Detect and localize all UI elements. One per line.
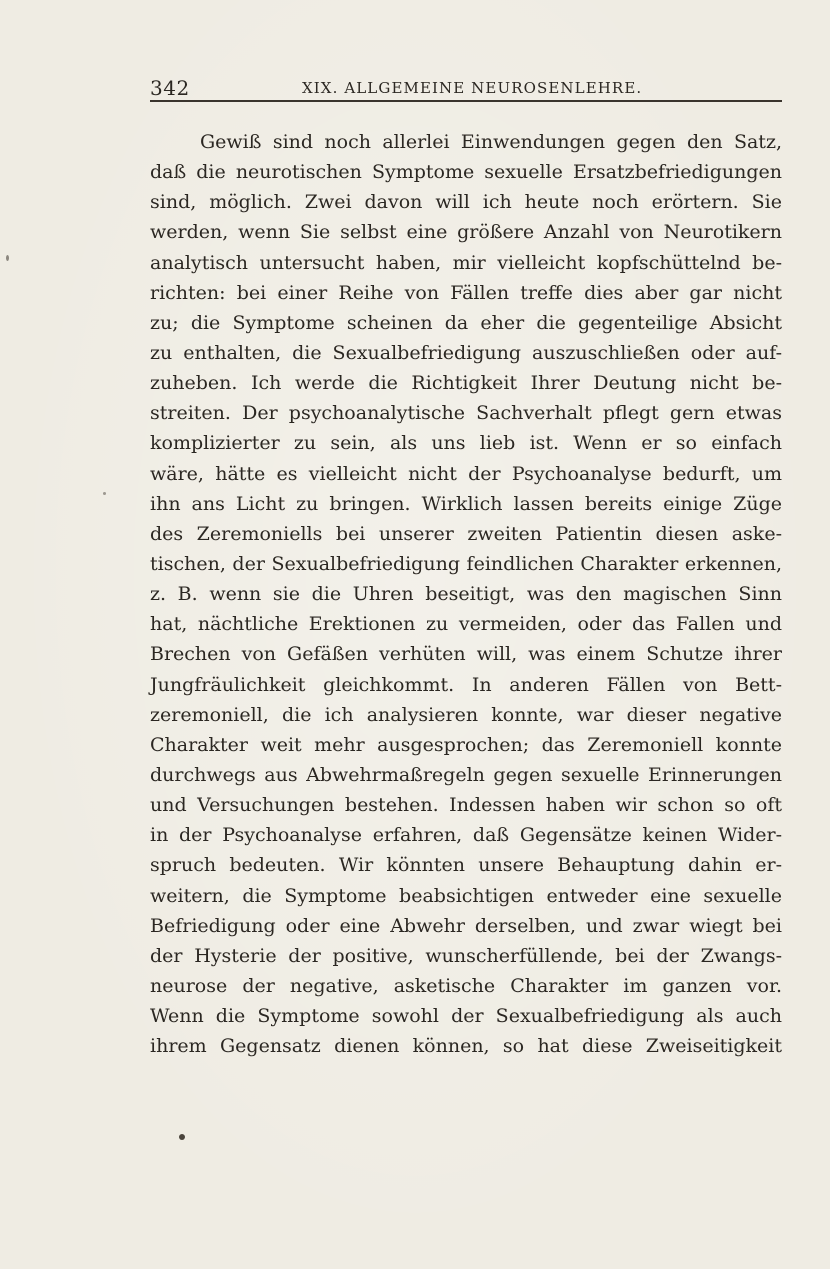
text-line: streiten. Der psychoanalytische Sachverhalt pflegt gern etwas bbox=[150, 402, 782, 425]
text-line: ihn ans Licht zu bringen. Wirklich lassen bereits einige Züge bbox=[150, 492, 782, 515]
ink-speck bbox=[103, 492, 106, 495]
text-line: sind, möglich. Zwei davon will ich heute noch erörtern. Sie bbox=[150, 191, 782, 214]
text-line: komplizierter zu sein, als uns lieb ist. Wenn er so einfach bbox=[150, 432, 782, 455]
text-line: werden, wenn Sie selbst eine größere Anzahl von Neurotikern bbox=[150, 221, 782, 244]
text-line: neurose der negative, asketische Charakter im ganzen vor. bbox=[150, 974, 782, 997]
text-line: Gewiß sind noch allerlei Einwendungen gegen den Satz, bbox=[200, 131, 782, 153]
text-line: Wenn die Symptome sowohl der Sexualbefriedigung als auch bbox=[150, 1005, 782, 1028]
text-line: zuheben. Ich werde die Richtigkeit Ihrer Deutung nicht be- bbox=[150, 372, 782, 395]
text-line: analytisch untersucht haben, mir vielleicht kopfschüttelnd be- bbox=[150, 251, 782, 274]
text-line: zu enthalten, die Sexualbefriedigung auszuschließen oder auf- bbox=[150, 341, 782, 364]
page-number: 342 bbox=[150, 76, 190, 100]
running-head: XIX. ALLGEMEINE NEUROSENLEHRE. bbox=[302, 79, 643, 97]
text-line: weitern, die Symptome beabsichtigen entweder eine sexuelle bbox=[150, 884, 782, 907]
text-line: tischen, der Sexualbefriedigung feindlichen Charakter erkennen, bbox=[150, 552, 782, 575]
body-text bbox=[150, 127, 782, 1061]
text-line: zu; die Symptome scheinen da eher die gegenteilige Absicht bbox=[150, 311, 782, 334]
text-line: z. B. wenn sie die Uhren beseitigt, was den magischen Sinn bbox=[150, 583, 782, 606]
ink-speck bbox=[179, 1134, 185, 1140]
text-line: zeremoniell, die ich analysieren konnte, war dieser negative bbox=[150, 703, 782, 726]
text-line: Charakter weit mehr ausgesprochen; das Zeremoniell konnte bbox=[150, 733, 782, 756]
text-line: durchwegs aus Abwehrmaßregeln gegen sexuelle Erinnerungen bbox=[150, 763, 782, 786]
text-line: Befriedigung oder eine Abwehr derselben, und zwar wiegt bei bbox=[150, 914, 782, 937]
text-line: und Versuchungen bestehen. Indessen haben wir schon so oft bbox=[150, 794, 782, 817]
text-line: spruch bedeuten. Wir könnten unsere Behauptung dahin er- bbox=[150, 854, 782, 877]
text-line: hat, nächtliche Erektionen zu vermeiden, oder das Fallen und bbox=[150, 613, 782, 636]
text-line: daß die neurotischen Symptome sexuelle Ersatzbefriedigungen bbox=[150, 161, 782, 184]
text-line: in der Psychoanalyse erfahren, daß Gegensätze keinen Wider- bbox=[150, 824, 782, 847]
text-line: richten: bei einer Reihe von Fällen treffe dies aber gar nicht bbox=[150, 281, 782, 304]
text-line: Jungfräulichkeit gleichkommt. In anderen Fällen von Bett- bbox=[150, 673, 782, 696]
text-line: ihrem Gegensatz dienen können, so hat diese Zweiseitigkeit bbox=[150, 1035, 782, 1058]
text-line: wäre, hätte es vielleicht nicht der Psychoanalyse bedurft, um bbox=[150, 462, 782, 485]
header-rule bbox=[150, 100, 782, 102]
text-line: Brechen von Gefäßen verhüten will, was einem Schutze ihrer bbox=[150, 643, 782, 666]
text-line: der Hysterie der positive, wunscherfüllende, bei der Zwangs- bbox=[150, 944, 782, 967]
text-line: des Zeremoniells bei unserer zweiten Patientin diesen aske- bbox=[150, 522, 782, 545]
margin-mark bbox=[6, 255, 9, 261]
